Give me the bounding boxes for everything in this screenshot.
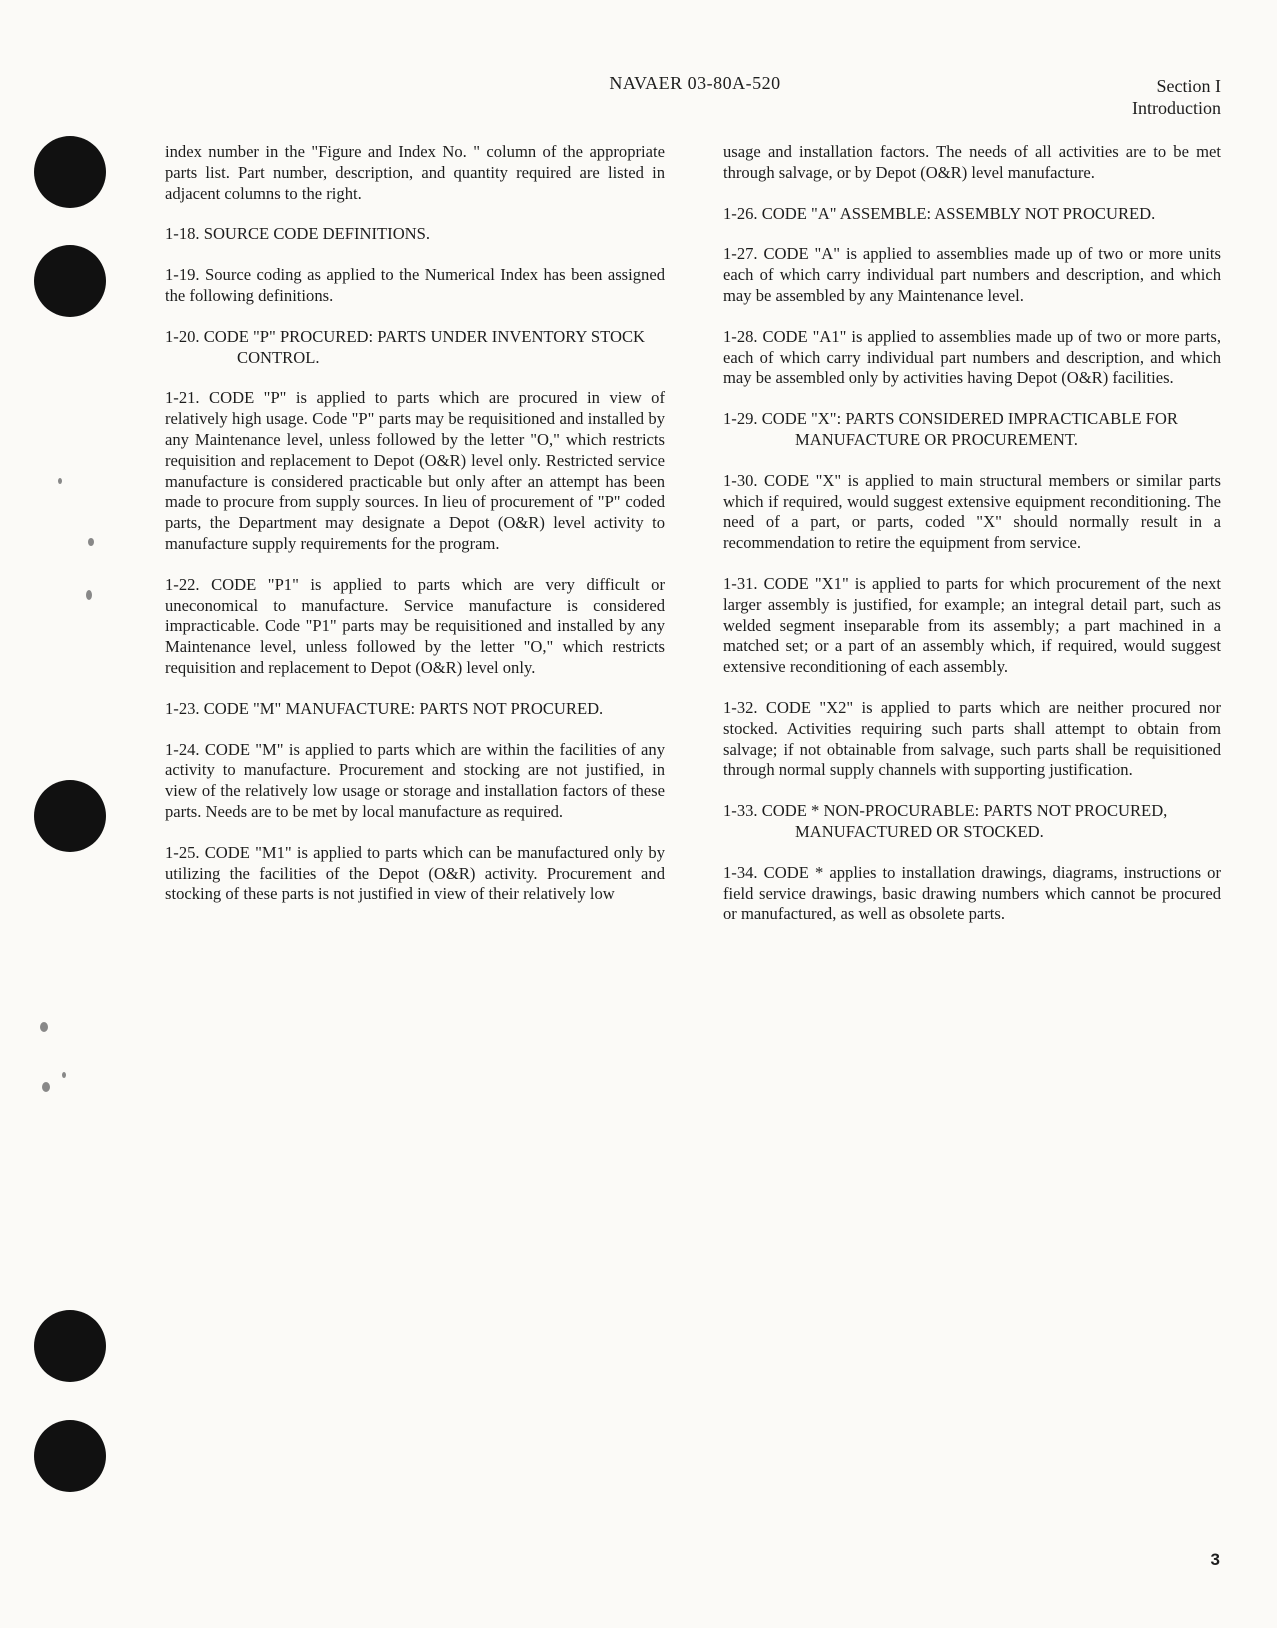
- binder-hole-3: [34, 780, 106, 852]
- section-label: Section I: [1156, 76, 1221, 96]
- scan-speck: [62, 1072, 66, 1078]
- section-title: Introduction: [1132, 98, 1221, 118]
- paragraph-1-34: 1-34. CODE * applies to installation drawings, diagrams, instructions or field service drawings, basic drawing numbers which cannot be procured or manufactured, as well as obsolete parts.: [723, 862, 1221, 924]
- paragraph-1-30: 1-30. CODE "X" is applied to main structural members or similar parts which if required, would suggest extensive equipment reconditioning. The need of a part, or parts, coded "X" should normally result in a recommendation to retire the equipment from service.: [723, 470, 1221, 553]
- section-header: [1132, 75, 1221, 119]
- paragraph-1-22: 1-22. CODE "P1" is applied to parts which are very difficult or uneconomical to manufacture. Service manufacture is considered impracticable. Code "P1" parts may be requisitioned and installed by any Maintenance level, unless followed by the letter "O," which restricts requisition and replacement to Depot (O&R) level only.: [165, 574, 665, 677]
- binder-hole-4: [34, 1310, 106, 1382]
- paragraph-1-25: 1-25. CODE "M1" is applied to parts which can be manufactured only by utilizing the facilities of the Depot (O&R) activity. Procurement and stocking of these parts is not justified in view of their relatively low: [165, 842, 665, 904]
- paragraph-1-28: 1-28. CODE "A1" is applied to assemblies made up of two or more parts, each of which carry individual part numbers and description, and which may be assembled only by activities having Depot (O&R) facilities.: [723, 326, 1221, 388]
- scan-speck: [40, 1022, 48, 1032]
- heading-1-18: 1-18. SOURCE CODE DEFINITIONS.: [165, 224, 431, 244]
- document-number: NAVAER 03-80A-520: [609, 73, 781, 93]
- binder-hole-5: [34, 1420, 106, 1492]
- paragraph-1-27: 1-27. CODE "A" is applied to assemblies made up of two or more units each of which carry individual part numbers and description, and which may be assembled by any Maintenance level.: [723, 244, 1221, 305]
- paragraph-1-21: 1-21. CODE "P" is applied to parts which are procured in view of relatively high usage. Code "P" parts may be requisitioned and installed by any Maintenance level, unless followed by the letter "O," which restricts requisition and replacement to Depot (O&R) level only. Restricted service manufacture is considered practicable but only after an attempt has been made to procure from supply sources. In lieu of procurement of "P" coded parts, the Department may designate a Depot (O&R) level activity to manufacture supply requirements for the program.: [165, 388, 665, 553]
- heading-1-20: 1-20. CODE "P" PROCURED: PARTS UNDER INVENTORY STOCK CONTROL.: [165, 326, 646, 367]
- heading-1-26: 1-26. CODE "A" ASSEMBLE: ASSEMBLY NOT PROCURED.: [723, 203, 1156, 223]
- left-column: [165, 142, 665, 925]
- paragraph-1-24: 1-24. CODE "M" is applied to parts which are within the facilities of any activity to manufacture. Procurement and stocking are not justified, in view of the relatively low usage or storage and installation factors of these parts. Needs are to be met by local manufacture as required.: [165, 739, 665, 821]
- scan-speck: [88, 538, 94, 546]
- binder-hole-1: [34, 136, 106, 208]
- scan-speck: [86, 590, 92, 600]
- heading-1-33: 1-33. CODE * NON-PROCURABLE: PARTS NOT PROCURED, MANUFACTURED OR STOCKED.: [723, 801, 1168, 841]
- binder-hole-2: [34, 245, 106, 317]
- scan-speck: [42, 1082, 50, 1092]
- paragraph-1-19: 1-19. Source coding as applied to the Numerical Index has been assigned the following definitions.: [165, 265, 665, 305]
- right-column: [723, 142, 1221, 945]
- paragraph-1-31: 1-31. CODE "X1" is applied to parts for which procurement of the next larger assembly is justified, for example; an integral detail part, such as welded segment inseparable from its assembly; a part machined in a matched set; or a part of an assembly which, if required, would suggest extensive reconditioning of each assembly.: [723, 573, 1221, 677]
- page-number: 3: [1210, 1550, 1220, 1569]
- scan-speck: [58, 478, 62, 484]
- paragraph-continued-right: usage and installation factors. The needs of all activities are to be met through salvage, or by Depot (O&R) level manufacture.: [723, 142, 1221, 182]
- paragraph-1-32: 1-32. CODE "X2" is applied to parts which are neither procured nor stocked. Activities requiring such parts shall attempt to obtain from salvage; if not obtainable from salvage, such parts shall be requisitioned through normal supply channels with supporting justification.: [723, 697, 1221, 780]
- heading-1-29: 1-29. CODE "X": PARTS CONSIDERED IMPRACTICABLE FOR MANUFACTURE OR PROCUREMENT.: [723, 409, 1178, 449]
- paragraph-continued: index number in the "Figure and Index No. " column of the appropriate parts list. Part number, description, and quantity required are listed in adjacent columns to the right.: [165, 142, 665, 203]
- heading-1-23: 1-23. CODE "M" MANUFACTURE: PARTS NOT PROCURED.: [165, 698, 604, 718]
